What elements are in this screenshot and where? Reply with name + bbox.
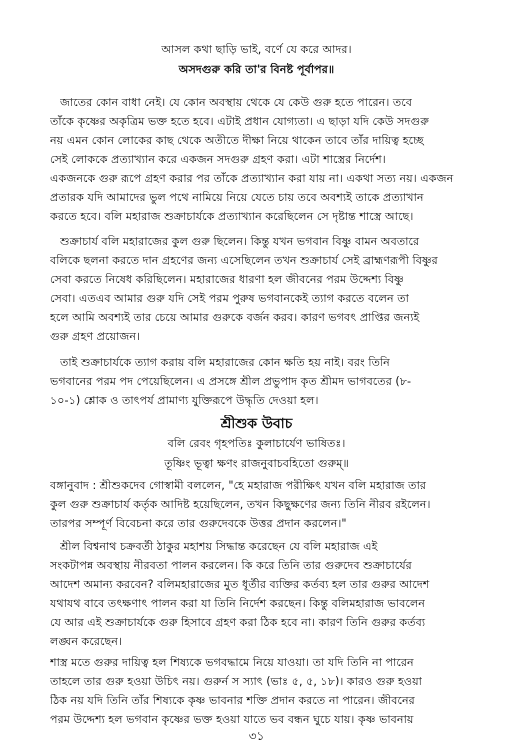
paragraph-line: শুক্রাচার্য বলি মহারাজের কুল গুরু ছিলেন। কিন্তু যখন ভগবান বিষ্ণু বামন অবতারে <box>60 235 420 248</box>
paragraph-line: জাতের কোন বাধা নেই। যে কোন অবস্থায় থেকে যে কেউ গুরু হতে পারেন। তবে <box>60 96 412 109</box>
paragraph-line: শ্রীল বিশ্বনাথ চক্রবর্তী ঠাকুর মহাশয় সিদ্ধান্ত করেছেন যে বলি মহারাজ এই <box>60 540 378 553</box>
verse-line: আসল কথা ছাড়ি ভাই, বর্ণে যে করে আদর। <box>161 43 352 56</box>
paragraph-line: সেবা করতে নিষেধ করিছিলেন। মহারাজের ধারণা হল জীবনের পরম উদ্দেশ্য বিষ্ণু <box>50 273 404 286</box>
paragraph-line: বলিকে ছলনা করতে দান গ্রহণের জন্য এসেছিলেন তখন শুক্রাচার্য সেই ব্রাহ্মণরূপী বিষ্ণুর <box>50 254 438 267</box>
paragraph-line: আদেশ অমান্য করবেন? বলিমহারাজের মুত ধূর্তীর ব্যক্তির কর্তব্য হল তার গুরুর আদেশ <box>50 578 430 591</box>
paragraph-line: সেবা। এতএব আমার গুরু যদি সেই পরম পুরুষ ভগবানকেই ত্যাগ করতে বলেন তা <box>50 292 409 305</box>
section-heading: শ্রীশুক উবাচ <box>220 416 293 432</box>
paragraph-line: করতে হবে। বলি মহারাজ শুক্রাচার্যকে প্রত্যাখ্যান করেছিলেন সে দৃষ্টান্ত শাস্ত্রে আছে। <box>50 210 414 223</box>
paragraph-line: নয় এমন কোন লোকের কাছ থেকে অতীতে দীক্ষা নিয়ে থাকেন তাবে তাঁর দায়িত্ব হচ্ছে <box>50 134 424 147</box>
paragraph-line: লঙ্ঘন করেছেন। <box>50 635 122 648</box>
paragraph-line: প্রতারক যদি আমাদের ভুল পথে নামিয়ে নিয়ে যেতে চায় তবে অবশ্যই তাকে প্রত্যাখান <box>50 191 424 204</box>
translation-line: তারপর সম্পূর্ণ বিবেচনা করে তার গুরুদেবকে উত্তর প্রদান করলেন।" <box>50 517 347 530</box>
translation-line: বঙ্গানুবাদ : শ্রীশুকদেব গোস্বামী বললেন, "হে মহারাজ পরীক্ষিৎ যখন বলি মহারাজ তার <box>50 479 426 492</box>
paragraph-line: গুরু গ্রহণ প্রয়োজন। <box>50 330 141 343</box>
paragraph-line: পরম উদ্দেশ্য হল ভগবান কৃষ্ণের ভক্ত হওয়া যাতে ভব বন্ধন ঘুচে যায়। কৃষ্ণ ভাবনায় <box>50 713 414 726</box>
verse-line: অসদগুরু করি তা'র বিনষ্ট পূর্বাপর॥ <box>178 63 335 76</box>
paragraph-line: শাস্ত্র মতে গুরুর দায়িত্ব হল শিষ্যকে ভগবদ্ধামে নিয়ে যাওয়া। তা যদি তিনি না পারেন <box>50 656 414 669</box>
paragraph-line: যথাযথ বাবে তৎক্ষণাৎ পালন করা যা তিনি নির্দেশ করছেন। কিন্তু বলিমহারাজ ভাবলেন <box>50 597 425 610</box>
page-number: ৩১ <box>248 729 265 743</box>
paragraph-line: একজনকে গুরু রূপে গ্রহণ করার পর তাঁকে প্রত্যাখ্যান করা যায় না। একথা সত্য নয়। একজন <box>50 172 454 185</box>
paragraph-line: সেই লোককে প্রত্যাখ্যান করে একজন সদগুরু গ্রহণ করা। এটা শাস্ত্রের নির্দেশ। <box>50 153 386 166</box>
paragraph-line: তাঁকে কৃষ্ণের অকৃত্রিম ভক্ত হতে হবে। এটাই প্রধান যোগ্যতা। এ ছাড়া যদি কেউ সদগুরু <box>50 115 429 128</box>
paragraph-line: ভগবানের পরম পদ পেয়েছিলেন। এ প্রসঙ্গে শ্রীল প্রভুপাদ কৃত শ্রীমদ ভাগবতের (৮- <box>50 375 412 388</box>
sanskrit-line: তূষ্ণিং ভূত্বা ক্ষণং রাজনুবাচবহিতো গুরুম্॥ <box>164 457 349 470</box>
paragraph-line: তাহলে তার গুরু হওয়া উচিৎ নয়। গুরুর্ন স স্যাৎ (ভাঃ ৫, ৫, ১৮)। কারও গুরু হওয়া <box>50 675 422 688</box>
translation-line: কুল গুরু শুক্রাচার্য কর্তৃক আদিষ্ট হয়েছিলেন, তখন কিছুক্ষণের জন্য তিনি নীরব রইলেন। <box>50 498 431 511</box>
paragraph-line: ঠিক নয় যদি তিনি তাঁর শিষ্যকে কৃষ্ণ ভাবনার শক্তি প্রদান করতে না পারেন। জীবনের <box>50 694 415 707</box>
sanskrit-line: বলি রেবং গৃহপতিঃ কুলাচার্যেণ ভাষিতঃ। <box>167 437 346 450</box>
paragraph-line: যে আর এই শুক্রাচার্যকে গুরু হিসাবে গ্রহণ করা ঠিক হবে না। কারণ তিনি গুরুর কর্তব্য <box>50 616 426 629</box>
paragraph-line: সংকটাপন্ন অবস্থায় নীরবতা পালন করলেন। কি করে তিনি তার গুরুদেব শুক্রাচার্যের <box>50 559 412 572</box>
paragraph-line: তাই শুক্রাচার্যকে ত্যাগ করায় বলি মহারাজের কোন ক্ষতি হয় নাই। বরং তিনি <box>60 356 390 369</box>
paragraph-line: হলে আমি অবশ্যই তার চেয়ে আমার গুরুকে বর্জন করব। কারণ ভগবৎ প্রাপ্তির জন্যই <box>50 311 420 324</box>
paragraph-line: ১০-১) শ্লোক ও তাৎপর্য প্রামাণ্য যুক্তিরূপে উদ্ধৃতি দেওয়া হল। <box>50 394 319 407</box>
